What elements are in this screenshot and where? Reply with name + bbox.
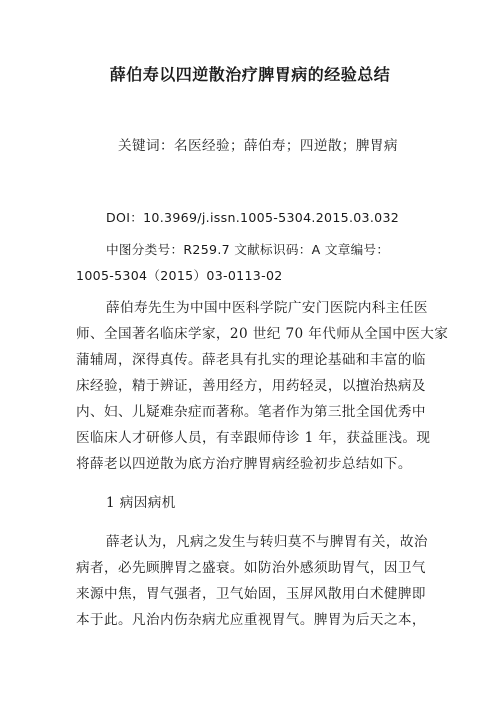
intro-line: 蒲辅周，深得真传。薛老具有扎实的理论基础和丰富的临 xyxy=(76,352,426,368)
section-heading: 1 病因病机 xyxy=(106,495,176,511)
doi-line: DOI：10.3969/j.issn.1005-5304.2015.03.032 xyxy=(106,210,400,225)
body-line: 病者，必先顾脾胃之盛衰。如防治外感须助胃气，因卫气 xyxy=(76,560,426,576)
page-title: 薛伯寿以四逆散治疗脾胃病的经验总结 xyxy=(109,65,391,84)
intro-line: 内、妇、儿疑难杂症而著称。笔者作为第三批全国优秀中 xyxy=(76,404,426,420)
classification-line-1: 中图分类号：R259.7 文献标识码：A 文章编号： xyxy=(106,242,390,257)
intro-line: 将薛老以四逆散为底方治疗脾胃病经验初步总结如下。 xyxy=(76,456,412,472)
classification-line-2: 1005-5304（2015）03-0113-02 xyxy=(76,268,283,283)
intro-line: 床经验，精于辨证，善用经方，用药轻灵，以擅治热病及 xyxy=(76,378,426,394)
intro-line: 薛伯寿先生为中国中医科学院广安门医院内科主任医 xyxy=(106,300,428,316)
keywords-line: 关键词：名医经验；薛伯寿；四逆散；脾胃病 xyxy=(118,138,398,154)
intro-line: 师、全国著名临床学家，20 世纪 70 年代师从全国中医大家 xyxy=(76,326,449,342)
body-line: 本于此。凡治内伤杂病尤应重视胃气。脾胃为后天之本， xyxy=(76,612,426,628)
body-line: 来源中焦，胃气强者，卫气始固，玉屏风散用白术健脾即 xyxy=(76,586,426,602)
intro-line: 医临床人才研修人员，有幸跟师侍诊 1 年，获益匪浅。现 xyxy=(76,430,431,446)
body-line: 薛老认为，凡病之发生与转归莫不与脾胃有关，故治 xyxy=(106,534,428,550)
